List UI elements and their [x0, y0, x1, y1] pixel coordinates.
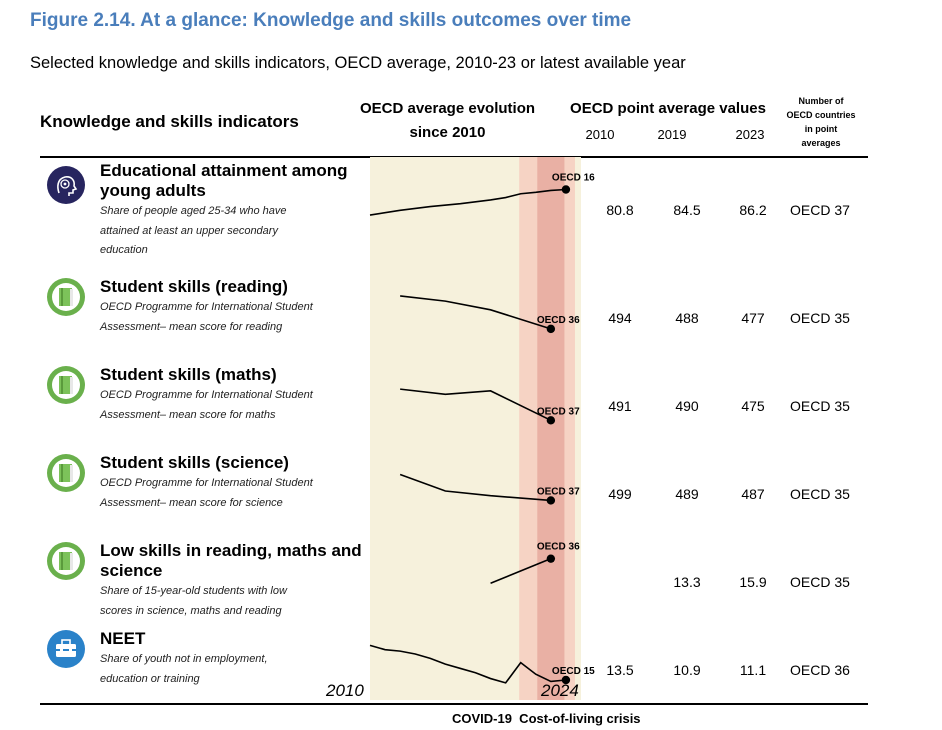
countries-count: OECD 35 — [790, 574, 850, 590]
value-2010: 491 — [608, 398, 632, 414]
value-2019: 84.5 — [673, 202, 701, 218]
value-2019: 489 — [675, 486, 699, 502]
header-evolution-line2: since 2010 — [409, 124, 486, 141]
header-countries-line2: OECD countries — [786, 110, 856, 120]
series-end-label: OECD 36 — [536, 541, 580, 553]
toolbox-icon — [46, 629, 86, 669]
axis-end-label: 2024 — [541, 681, 579, 700]
indicator-description — [100, 386, 350, 425]
indicator-title: NEET — [100, 629, 146, 648]
book-icon — [46, 365, 86, 405]
book-icon — [46, 541, 86, 581]
indicator-description-line: scores in science, maths and reading — [100, 604, 282, 617]
header-indicators: Knowledge and skills indicators — [40, 112, 299, 131]
indicator-title: Low skills in reading, maths and science — [100, 541, 362, 580]
indicator-title: Student skills (maths) — [100, 365, 277, 384]
countries-count: OECD 37 — [790, 202, 850, 218]
value-2010: 499 — [608, 486, 632, 502]
countries-count: OECD 35 — [790, 398, 850, 414]
series-end-label: OECD 15 — [551, 666, 595, 677]
value-2010: 13.5 — [606, 662, 634, 678]
figure-title: Figure 2.14. At a glance: Knowledge and skills outcomes over time — [30, 10, 632, 31]
indicator-description — [100, 202, 350, 261]
series-end-label: OECD 37 — [536, 486, 580, 498]
countries-count: OECD 35 — [790, 486, 850, 502]
series-end-label: OECD 37 — [536, 406, 580, 418]
value-2010: 80.8 — [606, 202, 634, 218]
book-icon — [46, 453, 86, 493]
indicator-description-line: education — [100, 244, 148, 256]
indicator-description-line: Share of people aged 25-34 who have — [100, 205, 287, 217]
countries-count: OECD 35 — [790, 310, 850, 326]
series-end-point — [562, 185, 570, 193]
indicator-description-line: Share of youth not in employment, — [100, 653, 268, 665]
value-2023: 11.1 — [739, 662, 767, 678]
header-countries-line1: Number of — [798, 96, 844, 106]
axis-start-label: 2010 — [326, 681, 364, 700]
footer-rule — [40, 703, 868, 705]
indicator-title: Student skills (reading) — [100, 277, 288, 296]
value-2023: 477 — [741, 310, 765, 326]
indicator-description — [100, 474, 350, 513]
header-evolution-line1: OECD average evolution — [359, 100, 536, 117]
header-countries-line3: in point — [804, 124, 838, 134]
header-countries-line4: averages — [801, 138, 841, 148]
series-end-point — [547, 496, 555, 504]
indicator-description-line: education or training — [100, 672, 200, 685]
series-end-label: OECD 16 — [551, 172, 595, 184]
value-2023: 487 — [741, 486, 765, 502]
value-2019: 10.9 — [673, 662, 701, 678]
indicator-description — [100, 582, 350, 621]
value-2023: 475 — [741, 398, 765, 414]
indicator-description-line: OECD Programme for International Student — [100, 301, 313, 313]
indicator-description-line: attained at least an upper secondary — [100, 224, 278, 237]
value-2019: 490 — [675, 398, 699, 414]
indicator-title: Student skills (science) — [100, 453, 289, 472]
series-end-point — [547, 325, 555, 333]
value-2019: 488 — [675, 310, 699, 326]
indicator-description-line: Assessment– mean score for reading — [100, 320, 283, 333]
indicator-description-line: Assessment– mean score for maths — [100, 408, 276, 421]
series-end-point — [547, 554, 555, 562]
indicator-description-line: OECD Programme for International Student — [100, 389, 313, 401]
shading-legend: COVID-19 Cost-of-living crisis — [452, 711, 641, 726]
series-end-point — [547, 416, 555, 424]
book-icon — [46, 277, 86, 317]
header-year-2023: 2023 — [735, 127, 765, 142]
indicator-description — [100, 298, 350, 337]
countries-count: OECD 36 — [790, 662, 850, 678]
indicator-description-line: Assessment– mean score for science — [100, 496, 283, 509]
indicator-title: Educational attainment among young adults — [100, 161, 348, 200]
value-2023: 86.2 — [739, 202, 767, 218]
series-end-label: OECD 36 — [536, 314, 580, 326]
indicator-description-line: Share of 15-year-old students with low — [100, 585, 287, 597]
header-year-2019: 2019 — [657, 127, 687, 142]
value-2023: 15.9 — [739, 574, 767, 590]
value-2019: 13.3 — [673, 574, 701, 590]
header-point-values: OECD point average values — [570, 100, 766, 117]
header-year-2010: 2010 — [585, 127, 615, 142]
brain-head-icon — [46, 165, 86, 205]
indicator-description-line: OECD Programme for International Student — [100, 477, 313, 489]
cost-of-living-band — [537, 157, 564, 700]
figure-subtitle: Selected knowledge and skills indicators, OECD average, 2010-23 or latest available year — [30, 54, 686, 72]
value-2010: 494 — [608, 310, 632, 326]
indicator-description — [100, 650, 350, 689]
